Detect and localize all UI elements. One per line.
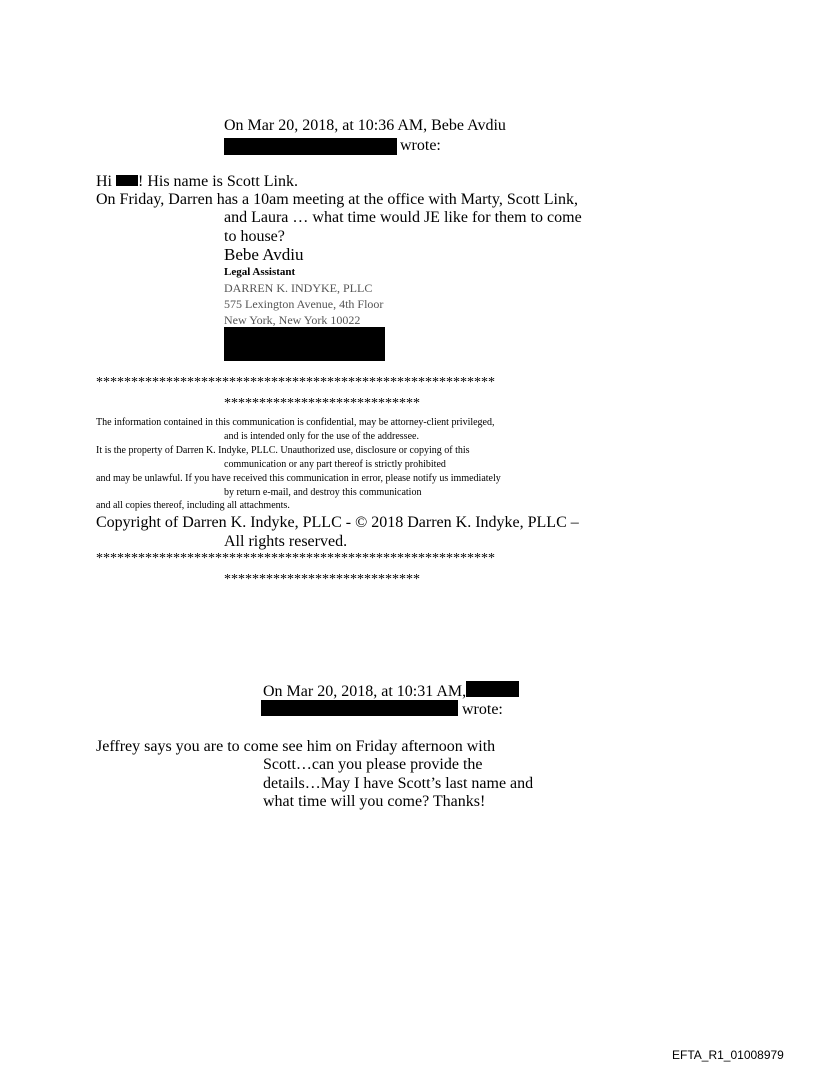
signature-address2: New York, New York 10022 <box>224 313 361 327</box>
email2-header-line1: On Mar 20, 2018, at 10:31 AM, <box>263 683 467 700</box>
email2-body-line1: Jeffrey says you are to come see him on Friday afternoon with <box>96 738 496 755</box>
email1-body-line2: and Laura … what time would JE like for them to come <box>224 209 582 226</box>
disclaimer-stars-long-2: ********************************************************* <box>96 551 495 566</box>
signature-firm: DARREN K. INDYKE, PLLC <box>224 281 373 295</box>
redaction-block <box>224 327 385 361</box>
document-id: EFTA_R1_01008979 <box>672 1048 784 1062</box>
email2-header-wrote: wrote: <box>462 701 503 718</box>
email1-header-line1: On Mar 20, 2018, at 10:36 AM, Bebe Avdiu <box>224 117 506 134</box>
disclaimer-line4: communication or any part thereof is strictly prohibited <box>224 459 446 470</box>
disclaimer-line5: and may be unlawful. If you have received this communication in error, please notify us immediately <box>96 473 501 484</box>
signature-address1: 575 Lexington Avenue, 4th Floor <box>224 297 384 311</box>
signature-name: Bebe Avdiu <box>224 245 304 264</box>
email1-greeting-post: ! His name is Scott Link. <box>138 173 298 190</box>
disclaimer-line6: by return e-mail, and destroy this communication <box>224 487 422 498</box>
email1-body-line1: On Friday, Darren has a 10am meeting at the office with Marty, Scott Link, <box>96 191 578 208</box>
disclaimer-copyright1: Copyright of Darren K. Indyke, PLLC - © 2018 Darren K. Indyke, PLLC – <box>96 514 579 531</box>
redaction-block <box>116 175 138 186</box>
email1-greeting <box>96 172 298 191</box>
disclaimer-line3: It is the property of Darren K. Indyke, PLLC. Unauthorized use, disclosure or copying of this <box>96 445 470 456</box>
redaction-block <box>224 138 397 155</box>
email2-body-line4: what time will you come? Thanks! <box>263 793 486 810</box>
disclaimer-line2: and is intended only for the use of the addressee. <box>224 431 419 442</box>
email2-body-line2: Scott…can you please provide the <box>263 756 483 773</box>
redaction-block <box>261 700 458 716</box>
signature-title: Legal Assistant <box>224 266 296 278</box>
email1-body-line3: to house? <box>224 228 285 245</box>
email1-header-wrote: wrote: <box>400 137 441 154</box>
disclaimer-stars-short-2: **************************** <box>224 572 420 587</box>
disclaimer-stars-long: ********************************************************* <box>96 375 495 390</box>
disclaimer-line7: and all copies thereof, including all attachments. <box>96 500 290 511</box>
disclaimer-copyright2: All rights reserved. <box>224 533 348 550</box>
redaction-block <box>466 681 519 697</box>
disclaimer-line1: The information contained in this communication is confidential, may be attorney-client privileged, <box>96 417 495 428</box>
email1-greeting-pre: Hi <box>96 173 112 190</box>
disclaimer-stars-short: **************************** <box>224 396 420 411</box>
email2-body-line3: details…May I have Scott’s last name and <box>263 775 534 792</box>
